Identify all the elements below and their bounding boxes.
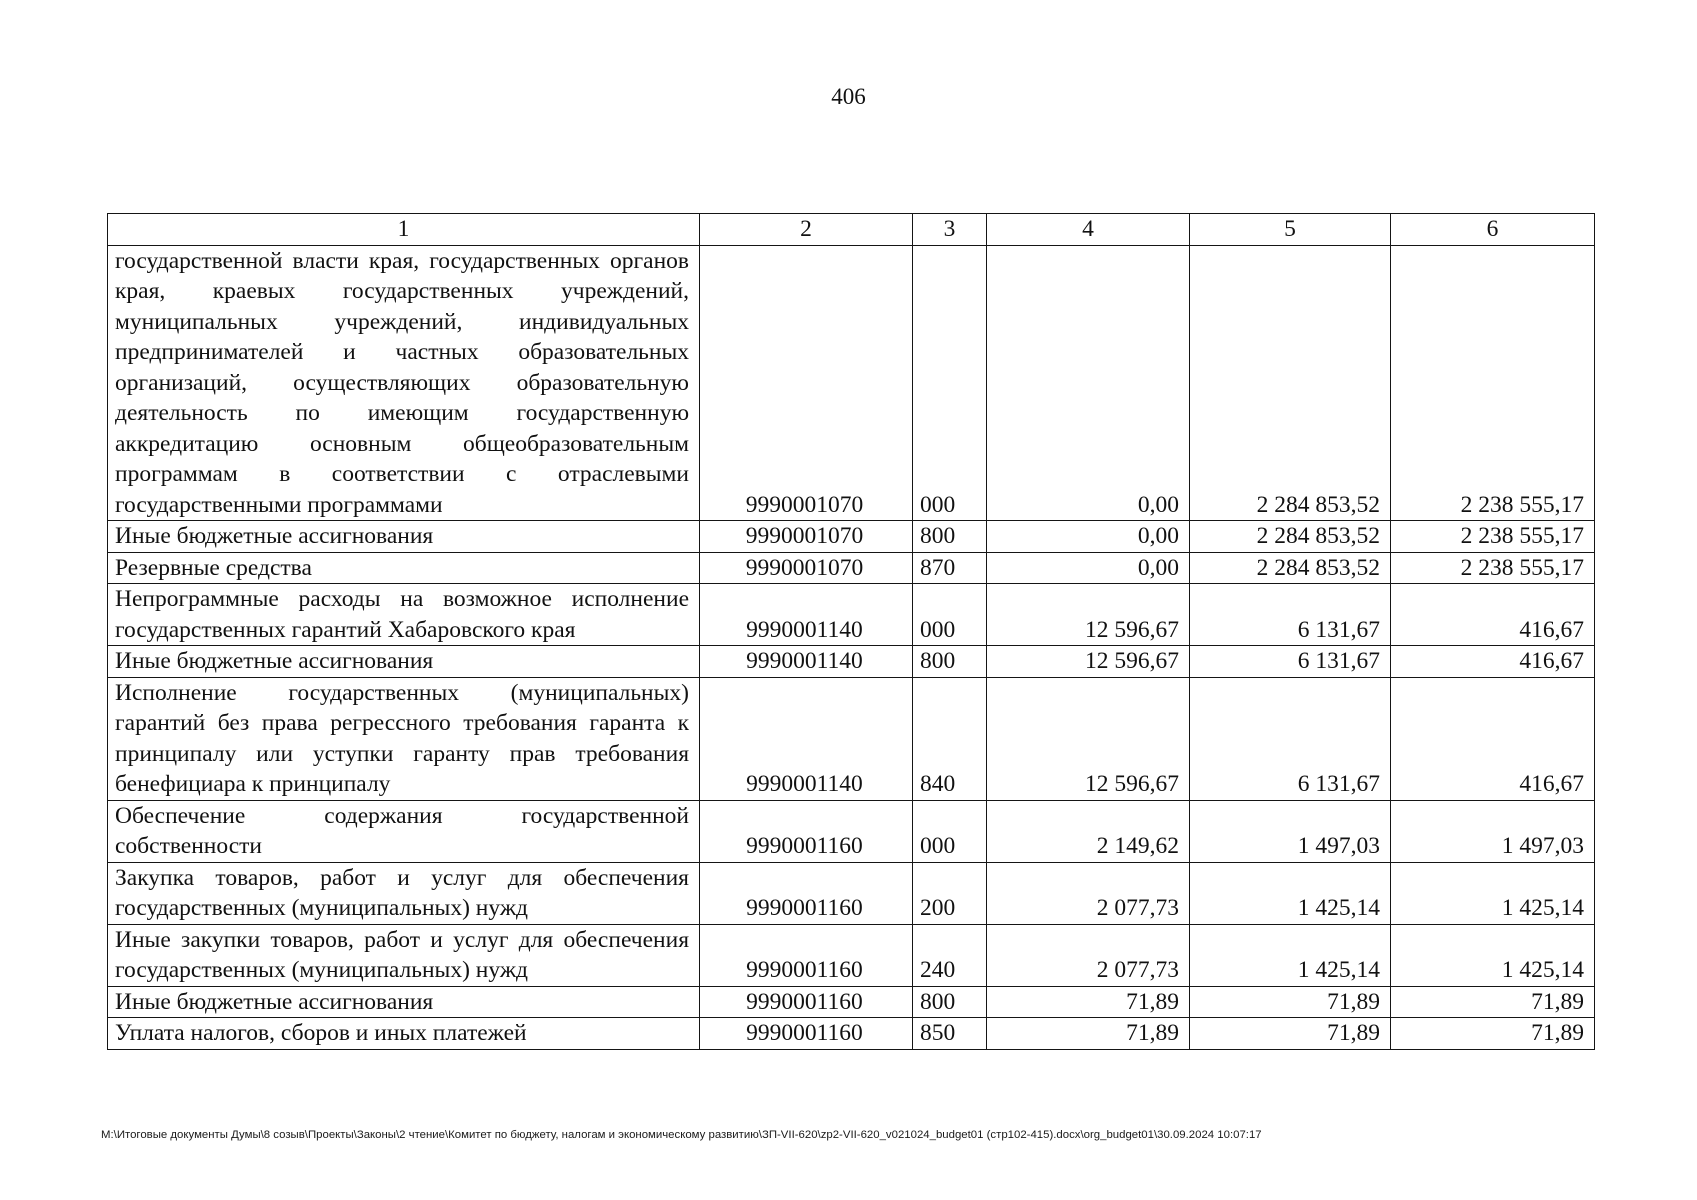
row-value-4-cell: 12 596,67 <box>987 584 1190 646</box>
row-value-5-cell: 1 497,03 <box>1190 800 1391 862</box>
row-value-6-cell: 416,67 <box>1391 677 1595 800</box>
row-value-4-cell: 71,89 <box>987 1018 1190 1050</box>
row-value-6-cell: 1 425,14 <box>1391 862 1595 924</box>
table-row <box>108 521 1595 553</box>
row-type-cell: 800 <box>913 646 987 678</box>
row-value-6-cell: 71,89 <box>1391 1018 1595 1050</box>
row-name-cell: Исполнение государственных (муниципальных) гарантий без права регрессного требования гаранта к принципалу или уступки гаранту прав требования бенефициара к принципалу <box>108 677 700 800</box>
row-code-cell: 9990001070 <box>700 552 913 584</box>
row-type-cell: 870 <box>913 552 987 584</box>
column-header-2: 2 <box>700 214 913 246</box>
row-type-cell: 000 <box>913 245 987 521</box>
row-name-cell: Иные бюджетные ассигнования <box>108 521 700 553</box>
row-value-6-cell: 71,89 <box>1391 986 1595 1018</box>
row-code-cell: 9990001160 <box>700 862 913 924</box>
row-code-cell: 9990001140 <box>700 584 913 646</box>
row-value-4-cell: 0,00 <box>987 245 1190 521</box>
row-name-cell: Иные бюджетные ассигнования <box>108 986 700 1018</box>
table-row <box>108 677 1595 800</box>
row-value-4-cell: 2 077,73 <box>987 862 1190 924</box>
row-code-cell: 9990001160 <box>700 1018 913 1050</box>
column-header-6: 6 <box>1391 214 1595 246</box>
row-code-cell: 9990001070 <box>700 245 913 521</box>
row-type-cell: 240 <box>913 924 987 986</box>
row-code-cell: 9990001160 <box>700 800 913 862</box>
row-code-cell: 9990001160 <box>700 924 913 986</box>
row-value-6-cell: 2 238 555,17 <box>1391 245 1595 521</box>
row-value-5-cell: 1 425,14 <box>1190 862 1391 924</box>
row-type-cell: 850 <box>913 1018 987 1050</box>
row-type-cell: 800 <box>913 986 987 1018</box>
row-code-cell: 9990001160 <box>700 986 913 1018</box>
row-type-cell: 000 <box>913 800 987 862</box>
row-name-cell: Уплата налогов, сборов и иных платежей <box>108 1018 700 1050</box>
row-value-4-cell: 2 149,62 <box>987 800 1190 862</box>
row-type-cell: 840 <box>913 677 987 800</box>
table-row <box>108 1018 1595 1050</box>
row-value-4-cell: 12 596,67 <box>987 646 1190 678</box>
table-row <box>108 862 1595 924</box>
row-name-cell: Иные бюджетные ассигнования <box>108 646 700 678</box>
document-file-path-footer: M:\Итоговые документы Думы\8 созыв\Проекты\Законы\2 чтение\Комитет по бюджету, налогам и экономическому развитию\ЗП-VII-620\zp2-VII-620_v021024_budget01 (стр102-415).docx\org_budget01\30.09.2024 10:07:17 <box>101 1129 1262 1141</box>
table-row <box>108 986 1595 1018</box>
table-row <box>108 924 1595 986</box>
row-name-cell: Закупка товаров, работ и услуг для обеспечения государственных (муниципальных) нужд <box>108 862 700 924</box>
page-number: 406 <box>831 84 866 109</box>
row-code-cell: 9990001140 <box>700 646 913 678</box>
column-header-5: 5 <box>1190 214 1391 246</box>
row-name-cell: Обеспечение содержания государственной собственности <box>108 800 700 862</box>
row-code-cell: 9990001070 <box>700 521 913 553</box>
row-value-6-cell: 1 425,14 <box>1391 924 1595 986</box>
row-type-cell: 800 <box>913 521 987 553</box>
table-row <box>108 800 1595 862</box>
row-name-cell: Резервные средства <box>108 552 700 584</box>
table-row <box>108 245 1595 521</box>
table-row <box>108 552 1595 584</box>
row-value-6-cell: 2 238 555,17 <box>1391 552 1595 584</box>
row-value-6-cell: 416,67 <box>1391 646 1595 678</box>
column-header-4: 4 <box>987 214 1190 246</box>
row-type-cell: 200 <box>913 862 987 924</box>
row-value-5-cell: 2 284 853,52 <box>1190 552 1391 584</box>
row-value-5-cell: 6 131,67 <box>1190 646 1391 678</box>
row-value-5-cell: 71,89 <box>1190 1018 1391 1050</box>
row-type-cell: 000 <box>913 584 987 646</box>
table-row <box>108 584 1595 646</box>
row-value-5-cell: 2 284 853,52 <box>1190 245 1391 521</box>
column-header-3: 3 <box>913 214 987 246</box>
row-value-6-cell: 416,67 <box>1391 584 1595 646</box>
row-value-6-cell: 2 238 555,17 <box>1391 521 1595 553</box>
row-value-5-cell: 6 131,67 <box>1190 677 1391 800</box>
row-value-5-cell: 1 425,14 <box>1190 924 1391 986</box>
table-header-row <box>108 214 1595 246</box>
row-value-4-cell: 0,00 <box>987 552 1190 584</box>
row-name-cell: государственной власти края, государственных органов края, краевых государственных учреждений, муниципальных учреждений, индивидуальных предпринимателей и частных образовательных организаций, осуществляющих образовательную деятельность по имеющим государственную аккредитацию основным общеобразовательным программам в соответствии с отраслевыми государственными программами <box>108 245 700 521</box>
row-name-cell: Непрограммные расходы на возможное исполнение государственных гарантий Хабаровского края <box>108 584 700 646</box>
row-code-cell: 9990001140 <box>700 677 913 800</box>
row-value-4-cell: 0,00 <box>987 521 1190 553</box>
row-value-4-cell: 71,89 <box>987 986 1190 1018</box>
column-header-1: 1 <box>108 214 700 246</box>
budget-table <box>107 213 1595 1050</box>
row-value-5-cell: 6 131,67 <box>1190 584 1391 646</box>
row-value-4-cell: 2 077,73 <box>987 924 1190 986</box>
row-value-4-cell: 12 596,67 <box>987 677 1190 800</box>
table-row <box>108 646 1595 678</box>
row-name-cell: Иные закупки товаров, работ и услуг для обеспечения государственных (муниципальных) нужд <box>108 924 700 986</box>
row-value-5-cell: 2 284 853,52 <box>1190 521 1391 553</box>
row-value-6-cell: 1 497,03 <box>1391 800 1595 862</box>
row-value-5-cell: 71,89 <box>1190 986 1391 1018</box>
